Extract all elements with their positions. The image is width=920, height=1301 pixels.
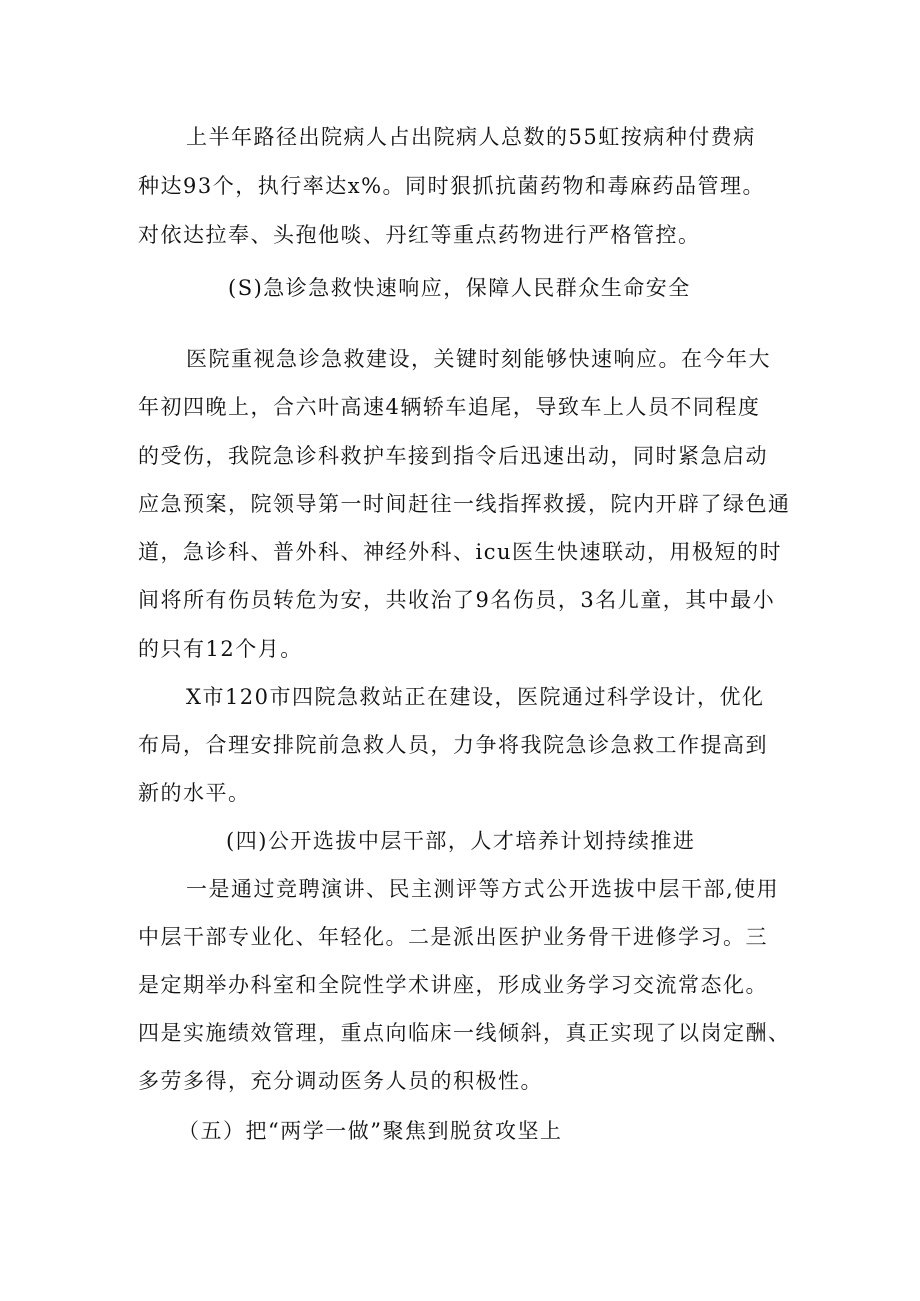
- paragraph-line: 对依达拉奉、头孢他啖、丹红等重点药物进行严格管控。: [138, 223, 701, 247]
- section-heading: （五）把“两学一做”聚焦到脱贫攻坚上: [178, 1119, 563, 1143]
- paragraph-line: 道，急诊科、普外科、神经外科、icu医生快速联动，用极短的时: [138, 540, 782, 564]
- paragraph-line: 医院重视急诊急救建设，关键时刻能够快速响应。在今年大: [186, 347, 771, 371]
- paragraph-line: 的只有12个月。: [138, 637, 303, 661]
- paragraph-line: 间将所有伤员转危为安，共收治了9名伤员，3名儿童，其中最小: [138, 588, 776, 612]
- paragraph-line: 种达93个，执行率达x%。同时狠抓抗菌药物和毒麻药品管理。: [138, 174, 766, 198]
- paragraph-line: 多劳多得，充分调动医务人员的积极性。: [138, 1069, 543, 1093]
- section-heading: (S)急诊急救快速响应，保障人民群众生命安全: [228, 276, 691, 300]
- paragraph-line: 一是通过竞聘演讲、民主测评等方式公开选拔中层干部,使用: [186, 877, 780, 901]
- paragraph-line: 新的水平。: [138, 781, 251, 805]
- paragraph-line: 中层干部专业化、年轻化。二是派出医护业务骨干进修学习。三: [138, 925, 768, 949]
- paragraph-line: 的受伤，我院急诊科救护车接到指令后迅速出动，同时紧急启动: [138, 444, 768, 468]
- paragraph-line: 应急预案，院领导第一时间赶往一线指挥救援，院内开辟了绿色通: [138, 492, 791, 516]
- paragraph-line: 布局，合理安排院前急救人员，力争将我院急诊急救工作提高到: [138, 733, 768, 757]
- paragraph-line: X市120市四院急救站正在建设，医院通过科学设计，优化: [186, 685, 765, 709]
- paragraph-line: 是定期举办科室和全院性学术讲座，形成业务学习交流常态化。: [138, 973, 768, 997]
- paragraph-line: 四是实施绩效管理，重点向临床一线倾斜，真正实现了以岗定酬、: [138, 1021, 791, 1045]
- paragraph-line: 年初四晚上，合六叶高速4辆轿车追尾，导致车上人员不同程度: [138, 395, 761, 419]
- paragraph-line: 上半年路径出院病人占出院病人总数的55虹按病种付费病: [186, 125, 756, 149]
- section-heading: (四)公开选拔中层干部，人才培养计划持续推进: [226, 829, 696, 853]
